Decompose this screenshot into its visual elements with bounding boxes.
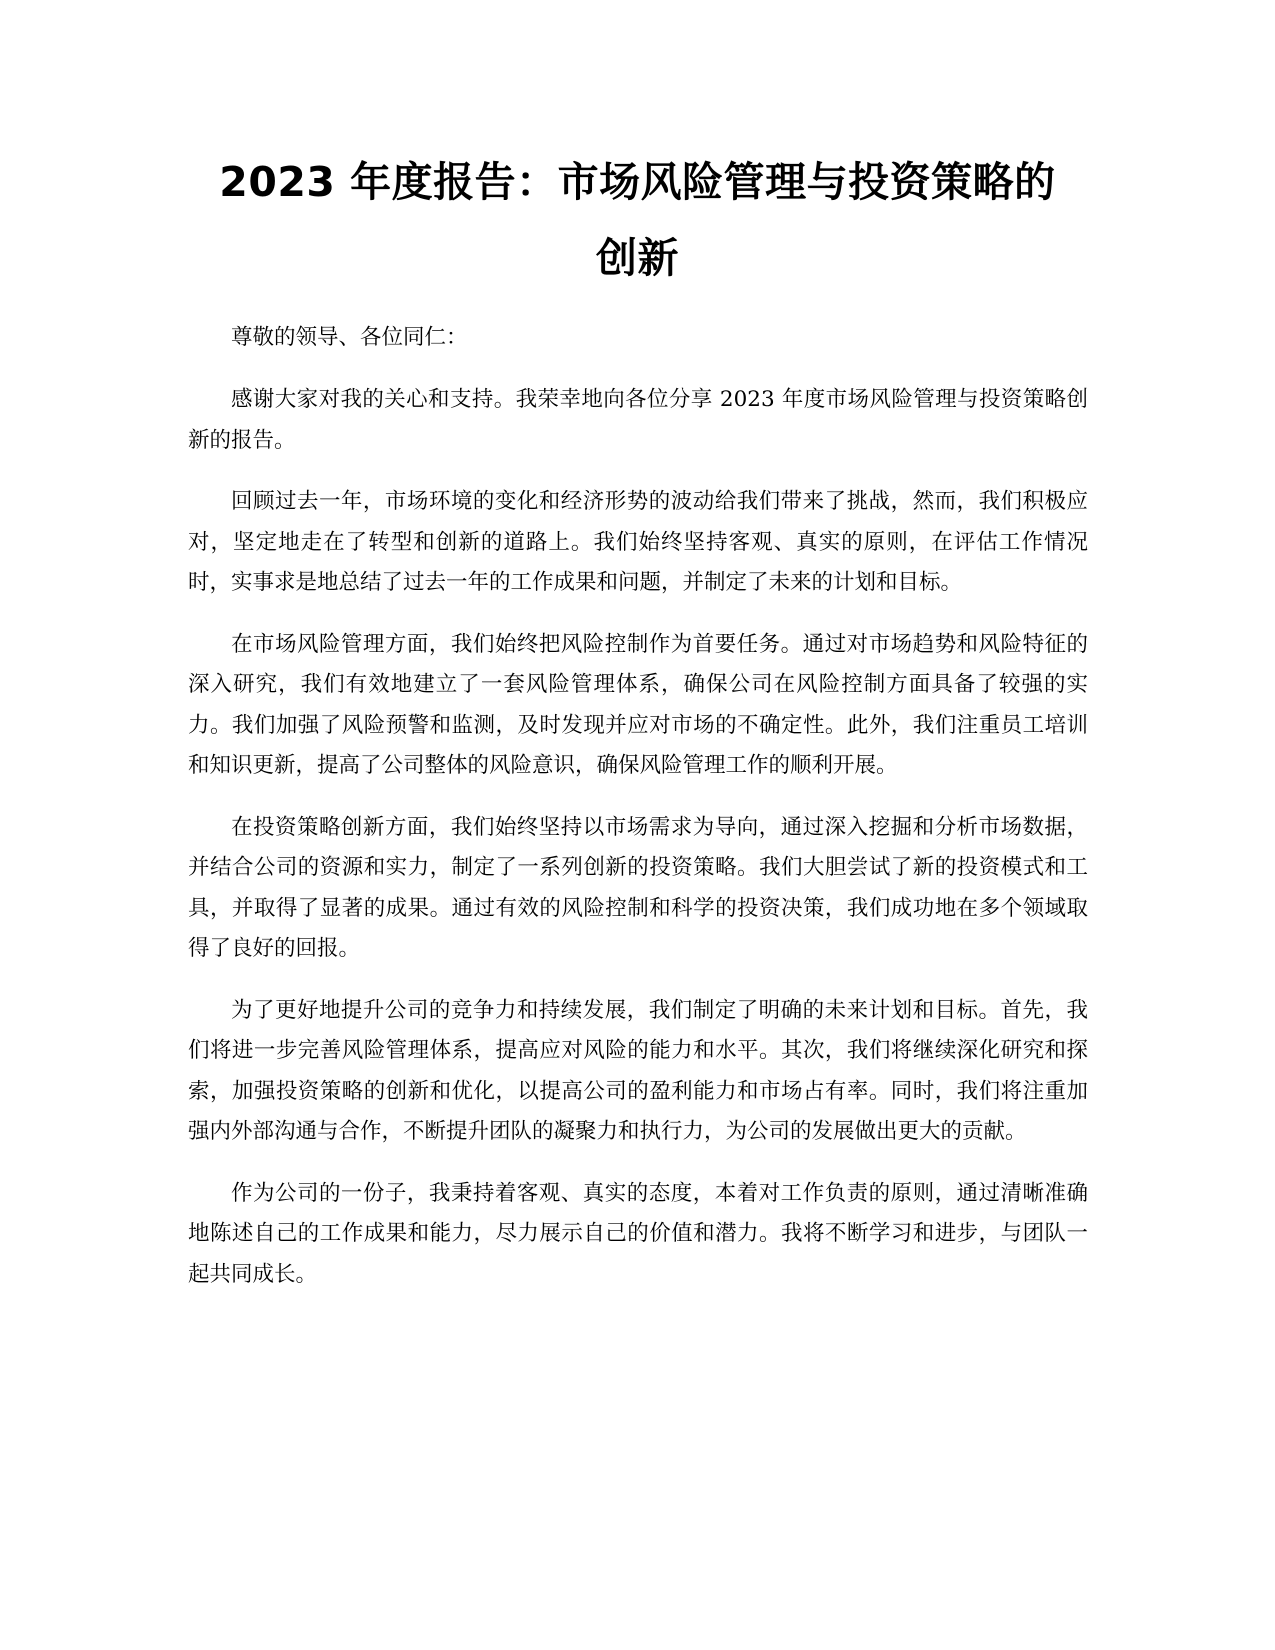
paragraph-risk-management: 在市场风险管理方面，我们始终把风险控制作为首要任务。通过对市场趋势和风险特征的深入研究，我们有效地建立了一套风险管理体系，确保公司在风险控制方面具备了较强的实力。我们加强了风险预警和监测，及时发现并应对市场的不确定性。此外，我们注重员工培训和知识更新，提高了公司整体的风险意识，确保风险管理工作的顺利开展。 xyxy=(188,631,1088,778)
paragraph-future-plans: 为了更好地提升公司的竞争力和持续发展，我们制定了明确的未来计划和目标。首先，我们将进一步完善风险管理体系，提高应对风险的能力和水平。其次，我们将继续深化研究和探索，加强投资策略的创新和优化，以提高公司的盈利能力和市场占有率。同时，我们将注重加强内外部沟通与合作，不断提升团队的凝聚力和执行力，为公司的发展做出更大的贡献。 xyxy=(188,997,1088,1144)
document-body xyxy=(188,318,1088,1316)
paragraph-closing: 作为公司的一份子，我秉持着客观、真实的态度，本着对工作负责的原则，通过清晰准确地陈述自己的工作成果和能力，尽力展示自己的价值和潜力。我将不断学习和进步，与团队一起共同成长。 xyxy=(188,1180,1088,1287)
paragraph-investment-strategy: 在投资策略创新方面，我们始终坚持以市场需求为导向，通过深入挖掘和分析市场数据，并结合公司的资源和实力，制定了一系列创新的投资策略。我们大胆尝试了新的投资模式和工具，并取得了显著的成果。通过有效的风险控制和科学的投资决策，我们成功地在多个领域取得了良好的回报。 xyxy=(188,814,1088,961)
paragraph-thanks: 感谢大家对我的关心和支持。我荣幸地向各位分享 2023 年度市场风险管理与投资策略创新的报告。 xyxy=(188,387,1088,453)
paragraph-review: 回顾过去一年，市场环境的变化和经济形势的波动给我们带来了挑战，然而，我们积极应对，坚定地走在了转型和创新的道路上。我们始终坚持客观、真实的原则，在评估工作情况时，实事求是地总结了过去一年的工作成果和问题，并制定了未来的计划和目标。 xyxy=(188,489,1088,595)
document-title-line-2: 创新 xyxy=(596,234,679,282)
salutation: 尊敬的领导、各位同仁： xyxy=(231,325,468,350)
document-title-line-1: 2023 年度报告：市场风险管理与投资策略的 xyxy=(219,158,1056,206)
